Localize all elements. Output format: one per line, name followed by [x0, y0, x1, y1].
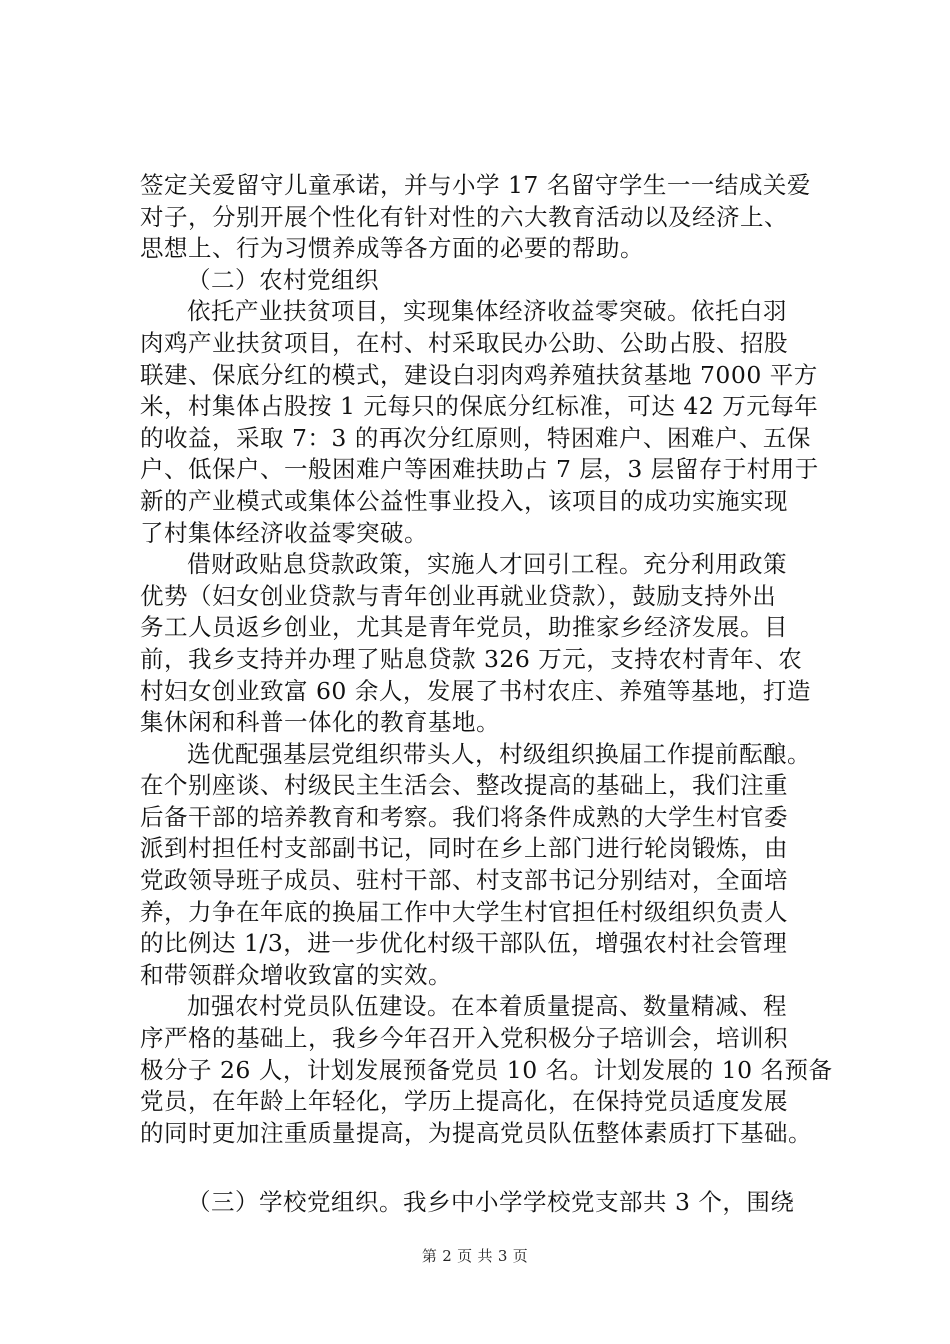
text-line: 前，我乡支持并办理了贴息贷款 326 万元，支持农村青年、农 — [140, 644, 803, 673]
text-line: 的比例达 1/3，进一步优化村级干部队伍，增强农村社会管理 — [140, 929, 788, 958]
text-line: 新的产业模式或集体公益性事业投入，该项目的成功实施实现 — [140, 486, 788, 515]
text-line: 党政领导班子成员、驻村干部、村支部书记分别结对，全面培 — [140, 866, 788, 895]
text-line: 养，力争在年底的换届工作中大学生村官担任村级组织负责人 — [140, 897, 788, 926]
text-line: 肉鸡产业扶贫项目，在村、村采取民办公助、公助占股、招股 — [140, 328, 788, 357]
text-line: 村妇女创业致富 60 余人，发展了书村农庄、养殖等基地，打造 — [140, 676, 811, 705]
text-line: 后备干部的培养教育和考察。我们将条件成熟的大学生村官委 — [140, 802, 788, 831]
text-line: 思想上、行为习惯养成等各方面的必要的帮助。 — [140, 234, 644, 263]
text-line: 极分子 26 人，计划发展预备党员 10 名。计划发展的 10 名预备 — [140, 1055, 833, 1084]
text-line: 借财政贴息贷款政策，实施人才回引工程。充分利用政策 — [187, 550, 787, 579]
page-footer: 第 2 页 共 3 页 — [421, 1247, 529, 1265]
text-line: 的收益，采取 7：3 的再次分红原则，特困难户、困难户、五保 — [140, 423, 811, 452]
text-line: （二）农村党组织 — [187, 265, 379, 294]
text-line: 序严格的基础上，我乡今年召开入党积极分子培训会，培训积 — [140, 1024, 788, 1053]
text-line: 优势（妇女创业贷款与青年创业再就业贷款），鼓励支持外出 — [140, 581, 777, 610]
text-line: 户、低保户、一般困难户等困难扶助占 7 层，3 层留存于村用于 — [140, 455, 819, 484]
text-line: 联建、保底分红的模式，建设白羽肉鸡养殖扶贫基地 7000 平方 — [140, 360, 818, 389]
text-line: 米，村集体占股按 1 元每只的保底分红标准，可达 42 万元每年 — [140, 392, 819, 421]
text-line: 务工人员返乡创业，尤其是青年党员，助推家乡经济发展。目 — [140, 613, 788, 642]
text-line: 在个别座谈、村级民主生活会、整改提高的基础上，我们注重 — [140, 771, 788, 800]
paragraph-gap — [140, 1149, 830, 1187]
text-line: 签定关爱留守儿童承诺，并与小学 17 名留守学生一一结成关爱 — [140, 171, 811, 199]
text-line: 的同时更加注重质量提高，为提高党员队伍整体素质打下基础。 — [140, 1118, 812, 1147]
text-line: 派到村担任村支部副书记，同时在乡上部门进行轮岗锻炼，由 — [140, 834, 788, 863]
text-line: 党员，在年龄上年轻化，学历上提高化，在保持党员适度发展 — [140, 1087, 788, 1116]
section-heading-line: （三）学校党组织。我乡中小学学校党支部共 3 个，围绕 — [187, 1188, 795, 1217]
text-line: 对子，分别开展个性化有针对性的六大教育活动以及经济上、 — [140, 202, 788, 231]
text-line: 了村集体经济收益零突破。 — [140, 518, 428, 547]
text-line: 选优配强基层党组织带头人，村级组织换届工作提前酝酿。 — [187, 739, 811, 768]
text-line: 集休闲和科普一体化的教育基地。 — [140, 708, 500, 737]
text-line: 和带领群众增收致富的实效。 — [140, 960, 452, 989]
text-line: 依托产业扶贫项目，实现集体经济收益零突破。依托白羽 — [187, 297, 787, 326]
document-body — [140, 170, 833, 1219]
text-line: 加强农村党员队伍建设。在本着质量提高、数量精减、程 — [187, 992, 787, 1021]
